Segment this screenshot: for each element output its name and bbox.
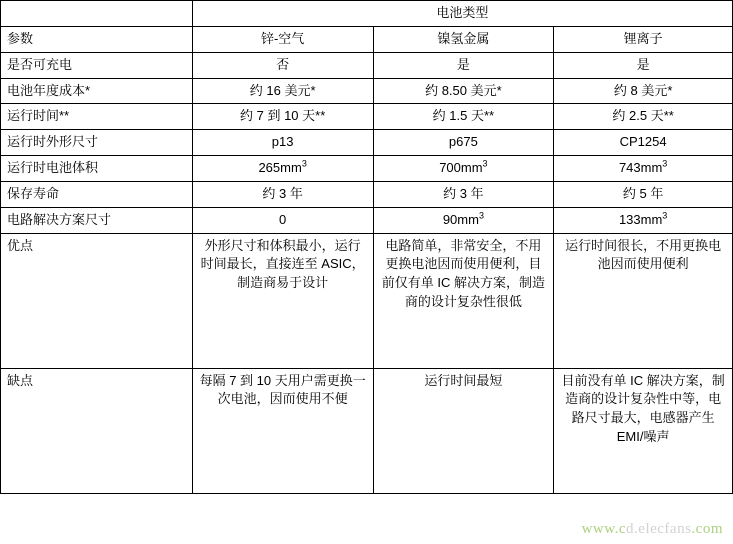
column-header-parameter: 参数 bbox=[1, 26, 193, 52]
row-label: 运行时电池体积 bbox=[1, 156, 193, 182]
row-value: 约 5 年 bbox=[554, 181, 733, 207]
row-value: $90mm^3$ bbox=[373, 207, 554, 233]
table-row bbox=[1, 233, 733, 368]
row-value: $265mm^3$ bbox=[192, 156, 373, 182]
table-row bbox=[1, 104, 733, 130]
row-value: 运行时间最短 bbox=[373, 368, 554, 493]
column-header-nimh: 镍氢金属 bbox=[373, 26, 554, 52]
row-label: 优点 bbox=[1, 233, 193, 368]
row-value: 约 1.5 天** bbox=[373, 104, 554, 130]
table-row-header-group bbox=[1, 1, 733, 27]
watermark-prefix: www.c bbox=[581, 521, 627, 537]
row-value: 约 7 到 10 天** bbox=[192, 104, 373, 130]
table-row bbox=[1, 207, 733, 233]
row-value: 0 bbox=[192, 207, 373, 233]
row-value: p675 bbox=[373, 130, 554, 156]
empty-corner-cell bbox=[1, 1, 193, 27]
row-value: $743mm^3$ bbox=[554, 156, 733, 182]
row-label: 运行时间** bbox=[1, 104, 193, 130]
row-label: 电池年度成本* bbox=[1, 78, 193, 104]
table-row bbox=[1, 130, 733, 156]
row-value: 约 3 年 bbox=[373, 181, 554, 207]
header-battery-type: 电池类型 bbox=[192, 1, 732, 27]
row-value: 否 bbox=[192, 52, 373, 78]
row-label: 缺点 bbox=[1, 368, 193, 493]
row-value: 约 8.50 美元* bbox=[373, 78, 554, 104]
row-value: p13 bbox=[192, 130, 373, 156]
row-label: 保存寿命 bbox=[1, 181, 193, 207]
table-row-column-headers bbox=[1, 26, 733, 52]
watermark-suffix: .com bbox=[691, 521, 723, 537]
row-value: 每隔 7 到 10 天用户需更换一次电池，因而使用不便 bbox=[192, 368, 373, 493]
row-value: $133mm^3$ bbox=[554, 207, 733, 233]
table-row bbox=[1, 156, 733, 182]
table-row bbox=[1, 368, 733, 493]
watermark-middle: d.elecfans bbox=[626, 521, 692, 537]
row-value: 约 2.5 天** bbox=[554, 104, 733, 130]
row-label: 运行时外形尺寸 bbox=[1, 130, 193, 156]
row-value: 约 3 年 bbox=[192, 181, 373, 207]
table-row bbox=[1, 52, 733, 78]
row-value: CP1254 bbox=[554, 130, 733, 156]
row-value: 约 16 美元* bbox=[192, 78, 373, 104]
table-row bbox=[1, 78, 733, 104]
row-value: 外形尺寸和体积最小，运行时间最长，直接连至 ASIC，制造商易于设计 bbox=[192, 233, 373, 368]
row-value: 是 bbox=[373, 52, 554, 78]
table-row bbox=[1, 181, 733, 207]
row-value: 电路简单，非常安全，不用更换电池因而使用便利，目前仅有单 IC 解决方案，制造商的设计复杂性很低 bbox=[373, 233, 554, 368]
row-value: 约 8 美元* bbox=[554, 78, 733, 104]
site-watermark bbox=[582, 521, 723, 538]
row-value: $700mm^3$ bbox=[373, 156, 554, 182]
row-value: 是 bbox=[554, 52, 733, 78]
column-header-zinc-air: 锌-空气 bbox=[192, 26, 373, 52]
row-value: 运行时间很长，不用更换电池因而使用便利 bbox=[554, 233, 733, 368]
column-header-lithium-ion: 锂离子 bbox=[554, 26, 733, 52]
row-value: 目前没有单 IC 解决方案，制造商的设计复杂性中等，电路尺寸最大，电感器产生 EMI/噪声 bbox=[554, 368, 733, 493]
row-label: 是否可充电 bbox=[1, 52, 193, 78]
row-label: 电路解决方案尺寸 bbox=[1, 207, 193, 233]
